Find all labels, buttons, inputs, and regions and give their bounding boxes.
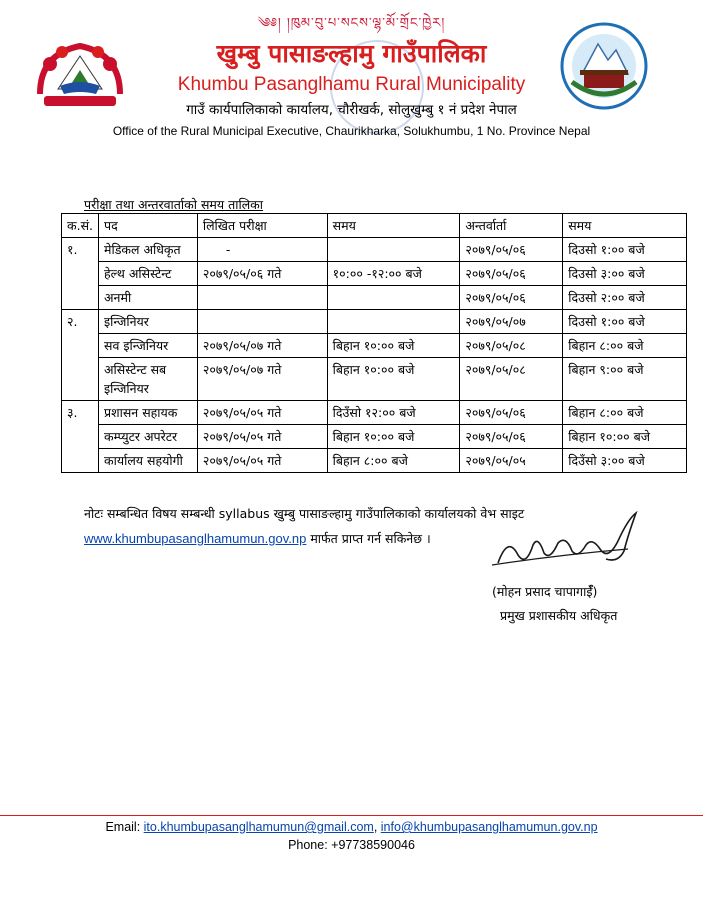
written-time-cell: दिउँसो १२:०० बजे [327,401,460,425]
written-time-cell [327,286,460,310]
post-cell: मेडिकल अधिकृत [99,238,198,262]
note-text-rest: मार्फत प्राप्त गर्न सकिनेछ । [306,531,431,546]
written-date-cell [197,310,327,334]
email-link-ito[interactable]: ito.khumbupasanglhamumun@gmail.com [143,820,374,834]
signature-icon [478,505,648,575]
written-time-cell [327,238,460,262]
email-label: Email: [105,820,144,834]
interview-date-cell: २०७९/०५/०६ [460,425,563,449]
written-time-cell: बिहान १०:०० बजे [327,334,460,358]
written-date-cell [197,286,327,310]
post-cell: कार्यालय सहयोगी [99,449,198,473]
header-cell: क.सं. [62,214,99,238]
post-cell: हेल्थ असिस्टेन्ट [99,262,198,286]
written-time-cell: १०:०० -१२:०० बजे [327,262,460,286]
table-row [62,262,687,286]
footer-divider [0,815,703,816]
post-cell: प्रशासन सहायक [99,401,198,425]
interview-date-cell: २०७९/०५/०६ [460,286,563,310]
note-text-line2 [84,530,431,547]
written-time-cell [327,310,460,334]
written-date-cell: २०७९/०५/०५ गते [197,401,327,425]
municipality-title-english: Khumbu Pasanglhamu Rural Municipality [177,74,526,95]
post-cell: असिस्टेन्ट सब इन्जिनियर [99,358,198,401]
written-time-cell: बिहान १०:०० बजे [327,425,460,449]
serial-cell: १. [62,238,99,310]
written-date-cell: २०७९/०५/०५ गते [197,425,327,449]
interview-date-cell: २०७९/०५/०५ [460,449,563,473]
schedule-table [61,213,687,473]
written-date-cell: - [197,238,327,262]
interview-time-cell: बिहान १०:०० बजे [563,425,687,449]
table-row [62,358,687,401]
table-row [62,334,687,358]
written-date-cell: २०७९/०५/०५ गते [197,449,327,473]
written-date-cell: २०७९/०५/०७ गते [197,334,327,358]
table-row [62,425,687,449]
email-link-info[interactable]: info@khumbupasanglhamumun.gov.np [380,820,598,834]
header-cell: लिखित परीक्षा [197,214,327,238]
serial-cell: २. [62,310,99,401]
interview-time-cell: बिहान ९:०० बजे [563,358,687,401]
email-separator: , [373,820,381,834]
office-address-nepali: गाउँ कार्यपालिकाको कार्यालय, चौरीखर्क, सोलुखुम्बु १ नं प्रदेश नेपाल [186,102,517,118]
interview-date-cell: २०७९/०५/०६ [460,401,563,425]
post-cell: अनमी [99,286,198,310]
post-cell: इन्जिनियर [99,310,198,334]
table-row [62,286,687,310]
footer-email [0,820,703,834]
header-cell: समय [327,214,460,238]
municipality-logo-icon [560,22,648,110]
interview-time-cell: दिउसो २:०० बजे [563,286,687,310]
serial-cell: ३. [62,401,99,473]
header-cell: अन्तर्वार्ता [460,214,563,238]
written-date-cell: २०७९/०५/०७ गते [197,358,327,401]
interview-date-cell: २०७९/०५/०८ [460,358,563,401]
header-cell: पद [99,214,198,238]
office-address-english: Office of the Rural Municipal Executive, Chaurikharka, Solukhumbu, 1 No. Province Nepal [112,124,591,138]
municipality-title-nepali: खुम्बु पासाङल्हामु गाउँपालिका [216,39,487,68]
table-row [62,310,687,334]
interview-date-cell: २०७९/०५/०६ [460,262,563,286]
interview-time-cell: दिउसो १:०० बजे [563,238,687,262]
table-caption: परीक्षा तथा अन्तरवार्ताको समय तालिका [84,197,264,212]
interview-time-cell: दिउसो ३:०० बजे [563,262,687,286]
table-row [62,238,687,262]
written-time-cell: बिहान १०:०० बजे [327,358,460,401]
interview-date-cell: २०७९/०५/०७ [460,310,563,334]
signatory-name: (मोहन प्रसाद चापागाईँ) [492,584,598,599]
interview-time-cell: दिउँसो ३:०० बजे [563,449,687,473]
written-time-cell: बिहान ८:०० बजे [327,449,460,473]
header-cell: समय [563,214,687,238]
interview-time-cell: दिउसो १:०० बजे [563,310,687,334]
tibetan-motto: ༄༅། །ཁུམ་བུ་པ་སངས་ལྷ་མོ་གྲོང་ཁྱེར། [257,16,446,31]
note-text: नोटः सम्बन्धित विषय सम्बन्धी syllabus खुम्बु पासाङल्हामु गाउँपालिकाको कार्यालयको वेभ साइट [84,506,525,521]
table-header-row [62,214,687,238]
website-link[interactable]: www.khumbupasanglhamumun.gov.np [84,531,307,546]
post-cell: सव इन्जिनियर [99,334,198,358]
interview-time-cell: बिहान ८:०० बजे [563,401,687,425]
interview-date-cell: २०७९/०५/०६ [460,238,563,262]
interview-time-cell: बिहान ८:०० बजे [563,334,687,358]
table-row [62,449,687,473]
interview-date-cell: २०७९/०५/०८ [460,334,563,358]
signatory-post: प्रमुख प्रशासकीय अधिकृत [500,608,618,623]
written-date-cell: २०७९/०५/०६ गते [197,262,327,286]
table-row [62,401,687,425]
post-cell: कम्प्युटर अपरेटर [99,425,198,449]
footer-phone: Phone: +97738590046 [288,838,415,852]
